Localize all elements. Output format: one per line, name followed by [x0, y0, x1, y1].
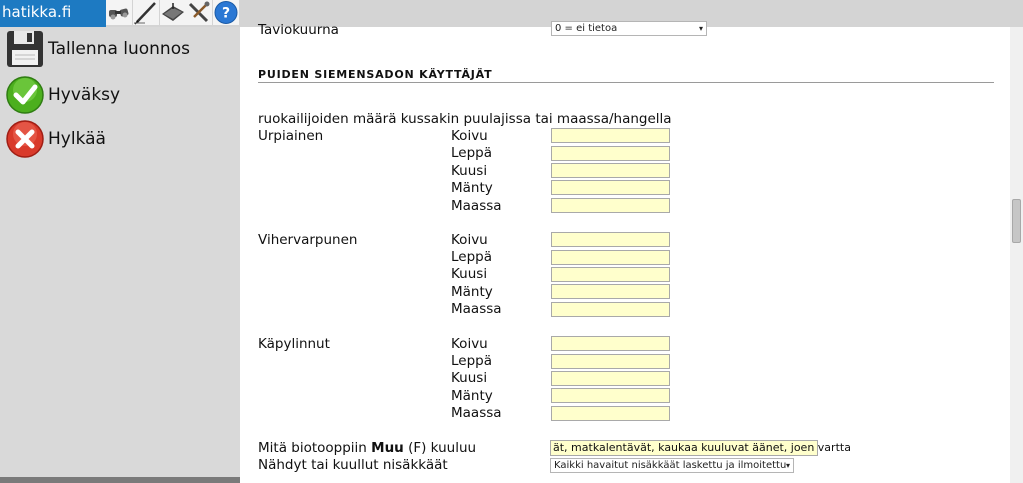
count-input-urpiainen-kuusi[interactable]: [551, 163, 670, 178]
tree-label: Maassa: [451, 301, 502, 317]
count-input-kapylinnut-koivu[interactable]: [551, 336, 670, 351]
tree-label: Mänty: [451, 180, 493, 196]
intro-text: ruokailijoiden määrä kussakin puulajissa tai maassa/hangella: [258, 111, 672, 127]
species-label-kapylinnut: Käpylinnut: [258, 336, 330, 352]
mammals-label: Nähdyt tai kuullut nisäkkäät: [258, 457, 448, 473]
count-input-vihervarpunen-kuusi[interactable]: [551, 267, 670, 282]
svg-text:?: ?: [221, 5, 231, 22]
tree-label: Mänty: [451, 284, 493, 300]
checkmark-icon: [4, 74, 46, 116]
count-input-kapylinnut-maassa[interactable]: [551, 406, 670, 421]
floppy-disk-icon: [4, 28, 46, 70]
count-input-urpiainen-maassa[interactable]: [551, 198, 670, 213]
sidebar: [0, 27, 240, 483]
tree-label: Leppä: [451, 249, 493, 265]
mammals-select-value: Kaikki havaitut nisäkkäät laskettu ja ilmoitettu: [554, 460, 787, 471]
tree-label: Kuusi: [451, 370, 488, 386]
taviokuurna-select[interactable]: [551, 21, 707, 36]
reject-x-icon: [4, 118, 46, 160]
biotope-label-suffix: (F) kuuluu: [408, 440, 477, 456]
site-logo[interactable]: hatikka.fi: [0, 0, 106, 27]
help-icon[interactable]: [213, 0, 239, 25]
tree-label: Mänty: [451, 388, 493, 404]
form-content: [240, 22, 1010, 483]
pen-icon[interactable]: [133, 0, 159, 25]
scrollbar-thumb[interactable]: [1012, 199, 1021, 243]
chevron-down-icon: ▾: [785, 461, 790, 470]
count-input-vihervarpunen-leppa[interactable]: [551, 250, 670, 265]
tree-label: Maassa: [451, 198, 502, 214]
biotope-label-bold: Muu: [371, 440, 404, 456]
binoculars-icon[interactable]: [106, 0, 132, 25]
tree-label: Koivu: [451, 128, 488, 144]
biotope-input[interactable]: ät, matkalentävät, kaukaa kuuluvat äänet, joen vartta: [550, 440, 818, 456]
count-input-vihervarpunen-maassa[interactable]: [551, 302, 670, 317]
count-input-urpiainen-leppa[interactable]: [551, 146, 670, 161]
mammals-select[interactable]: [550, 458, 794, 473]
top-toolbar: [0, 0, 1023, 27]
tree-label: Leppä: [451, 145, 493, 161]
tree-label: Leppä: [451, 353, 493, 369]
tree-label: Koivu: [451, 336, 488, 352]
biotope-label: [258, 440, 476, 456]
count-input-urpiainen-manty[interactable]: [551, 180, 670, 195]
save-draft-button[interactable]: [4, 28, 190, 70]
accept-button[interactable]: [4, 74, 120, 116]
taviokuurna-label: Taviokuurna: [258, 22, 339, 38]
count-input-kapylinnut-leppa[interactable]: [551, 354, 670, 369]
count-input-urpiainen-koivu[interactable]: [551, 128, 670, 143]
count-input-kapylinnut-manty[interactable]: [551, 388, 670, 403]
save-draft-label: Tallenna luonnos: [48, 39, 190, 59]
accept-label: Hyväksy: [48, 85, 121, 105]
species-label-vihervarpunen: Vihervarpunen: [258, 232, 358, 248]
species-label-urpiainen: Urpiainen: [258, 128, 324, 144]
reject-button[interactable]: [4, 118, 106, 160]
tree-label: Kuusi: [451, 266, 488, 282]
taviokuurna-select-value: 0 = ei tietoa: [555, 23, 618, 34]
tree-label: Kuusi: [451, 163, 488, 179]
section-divider: [258, 82, 994, 83]
count-input-vihervarpunen-manty[interactable]: [551, 284, 670, 299]
biotope-label-prefix: Mitä biotooppiin: [258, 440, 367, 456]
section-title: PUIDEN SIEMENSADON KÄYTTÄJÄT: [258, 68, 493, 81]
page-scrollbar[interactable]: [1010, 27, 1023, 483]
tree-label: Koivu: [451, 232, 488, 248]
reject-label: Hylkää: [48, 129, 106, 149]
notebook-icon[interactable]: [160, 0, 186, 25]
count-input-kapylinnut-kuusi[interactable]: [551, 371, 670, 386]
count-input-vihervarpunen-koivu[interactable]: [551, 232, 670, 247]
sidebar-status-strip: [0, 477, 240, 483]
chevron-down-icon: ▾: [698, 24, 703, 33]
tree-label: Maassa: [451, 405, 502, 421]
tools-icon[interactable]: [186, 0, 212, 25]
